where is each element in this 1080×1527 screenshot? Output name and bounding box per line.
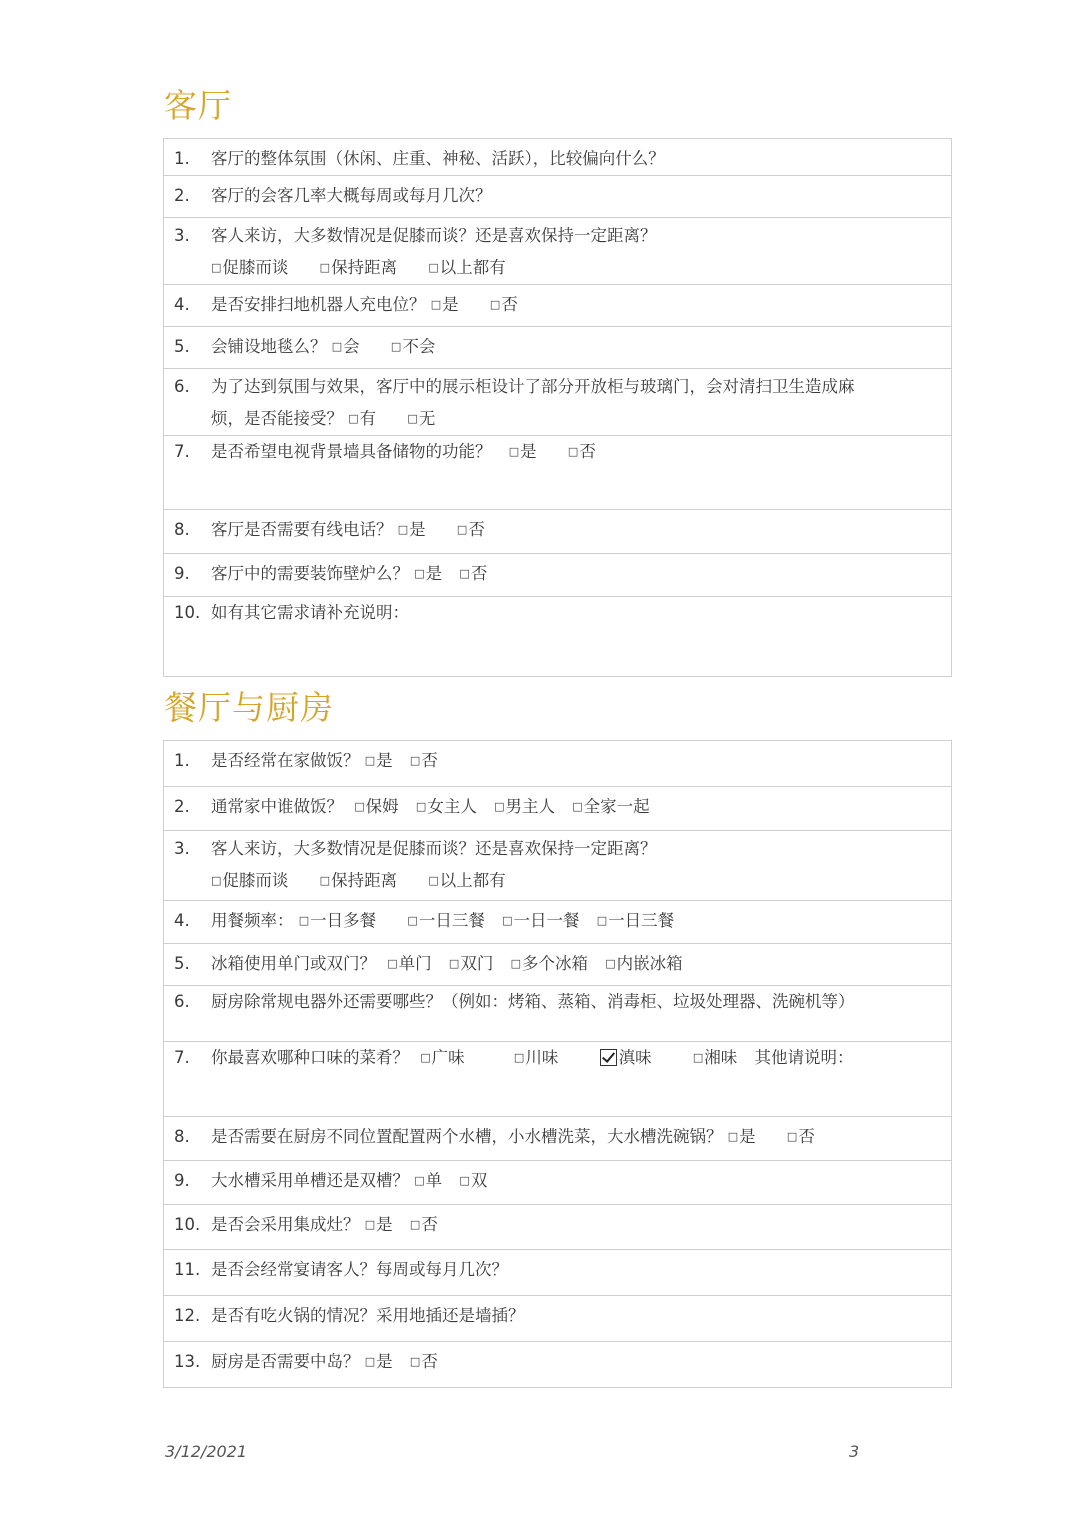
question-number: 4.: [174, 295, 190, 314]
option-label: 是: [425, 564, 443, 583]
question-text: 是否经常在家做饭？: [211, 751, 360, 770]
table-row: [164, 436, 952, 510]
option-checkbox[interactable]: [428, 871, 505, 890]
option-label: 双: [470, 1171, 488, 1190]
option-label: 是: [520, 442, 537, 461]
table-row: [164, 1296, 952, 1342]
checkbox-icon: □: [456, 523, 468, 536]
question-text: 客厅的会客几率大概每周或每月几次？: [211, 186, 492, 205]
checkbox-icon: □: [692, 1051, 704, 1064]
dining-kitchen-questionnaire: [163, 740, 952, 1388]
question-text: 是否有吃火锅的情况？采用地插还是墙插？: [211, 1306, 525, 1325]
table-row: [164, 1161, 952, 1205]
checkbox-icon: □: [211, 874, 222, 887]
option-label: 保持距离: [331, 871, 398, 890]
option-checkbox[interactable]: [410, 1215, 438, 1234]
option-checkbox[interactable]: [365, 1215, 393, 1234]
option-checkbox[interactable]: [431, 295, 459, 314]
option-label: 保持距离: [331, 258, 398, 277]
option-label: 多个冰箱: [521, 954, 588, 973]
question-text: 厨房除常规电器外还需要哪些？（例如：烤箱、蒸箱、消毒柜、垃圾处理器、洗碗机等）: [211, 992, 855, 1011]
question-number: 5.: [174, 954, 190, 973]
option-label: 是: [739, 1127, 756, 1146]
table-row: [164, 554, 952, 597]
table-row: [164, 218, 952, 285]
checkbox-icon: □: [605, 957, 616, 970]
question-text: 客厅是否需要有线电话？: [211, 520, 393, 539]
question-number: 6.: [174, 992, 190, 1011]
checkbox-icon: □: [430, 298, 442, 311]
option-checkbox[interactable]: [568, 442, 596, 461]
checkbox-icon: □: [211, 261, 222, 274]
question-text: 你最喜欢哪种口味的菜肴？: [211, 1048, 409, 1067]
checkbox-icon: □: [319, 874, 331, 887]
checkbox-icon: □: [428, 874, 439, 887]
option-label: 滇味: [618, 1048, 652, 1067]
option-label: 否: [468, 520, 485, 539]
question-number: 10.: [174, 1215, 201, 1234]
question-text: 客人来访，大多数情况是促膝而谈？还是喜欢保持一定距离？: [211, 839, 657, 858]
question-number: 10.: [174, 603, 201, 622]
checkbox-icon: □: [319, 261, 331, 274]
question-number: 4.: [174, 911, 190, 930]
table-row: [164, 1250, 952, 1296]
option-checkbox[interactable]: [320, 871, 397, 890]
question-number: 1.: [174, 751, 190, 770]
checkbox-icon: □: [567, 445, 579, 458]
option-checkbox[interactable]: [428, 258, 505, 277]
option-label: 促膝而谈: [222, 871, 289, 890]
option-label: 以上都有: [439, 871, 506, 890]
table-row: [164, 741, 952, 787]
question-number: 5.: [174, 337, 190, 356]
option-label: 否: [579, 442, 596, 461]
table-row: [164, 901, 952, 944]
option-label: 会: [343, 337, 360, 356]
option-checkbox[interactable]: [693, 1048, 737, 1067]
question-text-continued: 烦，是否能接受？: [211, 409, 343, 428]
question-number: 7.: [174, 1048, 190, 1067]
checkbox-icon: □: [364, 1355, 376, 1368]
option-label: 一日三餐: [608, 911, 675, 930]
checkbox-icon: □: [409, 1218, 421, 1231]
question-number: 9.: [174, 564, 190, 583]
question-number: 3.: [174, 226, 190, 245]
option-label: 是: [376, 1352, 393, 1371]
question-number: 8.: [174, 1127, 190, 1146]
checkbox-icon: □: [409, 754, 421, 767]
option-label: 女主人: [427, 797, 477, 816]
section-title-living-room: 客厅: [164, 86, 232, 125]
question-text: 如有其它需求请补充说明：: [211, 603, 409, 622]
table-row: [164, 597, 952, 677]
option-checkbox[interactable]: [391, 337, 435, 356]
option-label: 不会: [402, 337, 436, 356]
option-label: 否: [501, 295, 518, 314]
option-label: 是: [409, 520, 426, 539]
table-row: [164, 787, 952, 831]
checkbox-icon: □: [415, 800, 427, 813]
question-number: 8.: [174, 520, 190, 539]
option-checkbox[interactable]: [490, 295, 518, 314]
question-text: 厨房是否需要中岛？: [211, 1352, 360, 1371]
question-text: 客人来访，大多数情况是促膝而谈？还是喜欢保持一定距离？: [211, 226, 657, 245]
option-label: 一日三餐: [418, 911, 485, 930]
table-row: [164, 285, 952, 327]
question-number: 13.: [174, 1352, 201, 1371]
checkbox-icon: □: [502, 914, 513, 927]
option-checkbox[interactable]: [410, 1352, 438, 1371]
option-label: 否: [798, 1127, 815, 1146]
checkbox-icon: □: [420, 1051, 431, 1064]
checkbox-icon: □: [459, 1174, 470, 1187]
option-checkbox[interactable]: [211, 871, 288, 890]
option-checkbox[interactable]: [407, 409, 435, 428]
option-label: 单: [425, 1171, 443, 1190]
question-text: 客厅中的需要装饰壁炉么？: [211, 564, 409, 583]
question-text: 客厅的整体氛围（休闲、庄重、神秘、活跃），比较偏向什么？: [211, 149, 665, 168]
option-checkbox[interactable]: [365, 751, 393, 770]
checkbox-icon: □: [428, 261, 439, 274]
option-checkbox[interactable]: [299, 911, 376, 930]
checkbox-icon: □: [414, 1174, 425, 1187]
question-number: 9.: [174, 1171, 190, 1190]
table-row: [164, 1205, 952, 1250]
option-checkbox[interactable]: [320, 258, 397, 277]
option-label: 湘味: [704, 1048, 738, 1067]
question-number: 6.: [174, 377, 190, 396]
checkbox-icon: □: [448, 957, 460, 970]
checkbox-icon: □: [510, 957, 521, 970]
option-label: 内嵌冰箱: [616, 954, 683, 973]
option-checkbox[interactable]: [414, 564, 442, 583]
section-title-dining-kitchen: 餐厅与厨房: [164, 688, 334, 727]
checkbox-icon: □: [409, 1355, 421, 1368]
table-row: [164, 1117, 952, 1161]
question-number: 12.: [174, 1306, 201, 1325]
footer-date: 3/12/2021: [165, 1442, 248, 1461]
option-checkbox[interactable]: [459, 564, 487, 583]
option-checkbox[interactable]: [410, 751, 438, 770]
checkbox-icon: □: [354, 800, 365, 813]
question-text: 是否希望电视背景墙具备储物的功能？: [211, 442, 492, 461]
option-checkbox[interactable]: [494, 797, 555, 816]
checkbox-icon: □: [397, 523, 409, 536]
question-text: 用餐频率：: [211, 911, 294, 930]
option-checkbox[interactable]: [511, 954, 588, 973]
question-text: 为了达到氛围与效果，客厅中的展示柜设计了部分开放柜与玻璃门，会对清扫卫生造成麻: [211, 377, 855, 396]
table-row: [164, 986, 952, 1042]
checked-checkbox-icon: [600, 1049, 617, 1066]
checkbox-icon: □: [513, 1051, 525, 1064]
option-label: 单门: [398, 954, 432, 973]
checkbox-icon: □: [459, 567, 470, 580]
question-text: 大水槽采用单槽还是双槽？: [211, 1171, 409, 1190]
table-row: [164, 1042, 952, 1117]
checkbox-icon: □: [387, 957, 398, 970]
option-label: 否: [421, 1352, 438, 1371]
checkbox-icon: □: [298, 914, 310, 927]
question-text: 是否会采用集成灶？: [211, 1215, 360, 1234]
question-number: 3.: [174, 839, 190, 858]
other-specify-label: 其他请说明：: [754, 1048, 854, 1067]
question-number: 1.: [174, 149, 190, 168]
checkbox-icon: □: [331, 340, 343, 353]
option-checkbox[interactable]: [387, 954, 431, 973]
option-checkbox[interactable]: [605, 954, 682, 973]
option-checkbox[interactable]: [459, 1171, 487, 1190]
checkbox-icon: □: [364, 754, 376, 767]
option-checkbox-checked[interactable]: [600, 1048, 652, 1067]
option-label: 以上都有: [439, 258, 506, 277]
option-checkbox[interactable]: [597, 911, 674, 930]
question-number: 7.: [174, 442, 190, 461]
option-checkbox[interactable]: [416, 797, 477, 816]
table-row: [164, 139, 952, 176]
option-checkbox[interactable]: [509, 442, 537, 461]
option-label: 川味: [525, 1048, 559, 1067]
checkbox-icon: □: [494, 800, 505, 813]
question-text: 是否安排扫地机器人充电位？: [211, 295, 426, 314]
table-row: [164, 1342, 952, 1388]
option-label: 无: [418, 409, 436, 428]
question-text: 是否会经常宴请客人？每周或每月几次？: [211, 1260, 508, 1279]
table-row: [164, 510, 952, 554]
option-label: 否: [470, 564, 488, 583]
option-checkbox[interactable]: [514, 1048, 558, 1067]
table-row: [164, 327, 952, 369]
checkbox-icon: □: [489, 298, 501, 311]
option-checkbox[interactable]: [728, 1127, 756, 1146]
page-number: 3: [849, 1442, 860, 1461]
option-label: 广味: [431, 1048, 465, 1067]
option-checkbox[interactable]: [787, 1127, 815, 1146]
table-row: [164, 369, 952, 436]
option-label: 是: [376, 1215, 393, 1234]
checkbox-icon: □: [572, 800, 583, 813]
option-checkbox[interactable]: [211, 258, 288, 277]
checkbox-icon: □: [596, 914, 608, 927]
option-label: 全家一起: [583, 797, 650, 816]
option-label: 否: [421, 1215, 438, 1234]
question-number: 2.: [174, 186, 190, 205]
question-text: 通常家中谁做饭？: [211, 797, 343, 816]
question-number: 11.: [174, 1260, 201, 1279]
option-checkbox[interactable]: [572, 797, 649, 816]
option-checkbox[interactable]: [398, 520, 426, 539]
table-row: [164, 831, 952, 901]
option-label: 有: [359, 409, 377, 428]
question-number: 2.: [174, 797, 190, 816]
option-label: 保姆: [365, 797, 399, 816]
option-checkbox[interactable]: [332, 337, 360, 356]
option-checkbox[interactable]: [354, 797, 398, 816]
option-label: 是: [376, 751, 393, 770]
checkbox-icon: □: [364, 1218, 376, 1231]
option-checkbox[interactable]: [407, 911, 484, 930]
checkbox-icon: □: [407, 914, 418, 927]
checkbox-icon: □: [508, 445, 520, 458]
option-checkbox[interactable]: [348, 409, 376, 428]
option-checkbox[interactable]: [457, 520, 485, 539]
option-checkbox[interactable]: [365, 1352, 393, 1371]
option-label: 一日一餐: [513, 911, 580, 930]
question-text: 会铺设地毯么？: [211, 337, 327, 356]
checkbox-icon: □: [786, 1130, 798, 1143]
checkbox-icon: □: [348, 412, 359, 425]
option-checkbox[interactable]: [414, 1171, 442, 1190]
option-label: 男主人: [505, 797, 555, 816]
option-label: 双门: [460, 954, 494, 973]
checkbox-icon: □: [407, 412, 418, 425]
checkbox-icon: □: [727, 1130, 739, 1143]
option-label: 一日多餐: [310, 911, 377, 930]
option-checkbox[interactable]: [449, 954, 493, 973]
question-text: 是否需要在厨房不同位置配置两个水槽，小水槽洗菜，大水槽洗碗锅？: [211, 1127, 723, 1146]
table-row: [164, 944, 952, 986]
checkbox-icon: □: [414, 567, 425, 580]
option-label: 促膝而谈: [222, 258, 289, 277]
question-text: 冰箱使用单门或双门？: [211, 954, 376, 973]
option-label: 否: [421, 751, 438, 770]
table-row: [164, 176, 952, 218]
living-room-questionnaire: [163, 138, 952, 677]
option-checkbox[interactable]: [420, 1048, 464, 1067]
option-checkbox[interactable]: [502, 911, 579, 930]
checkbox-icon: □: [390, 340, 402, 353]
option-label: 是: [442, 295, 459, 314]
